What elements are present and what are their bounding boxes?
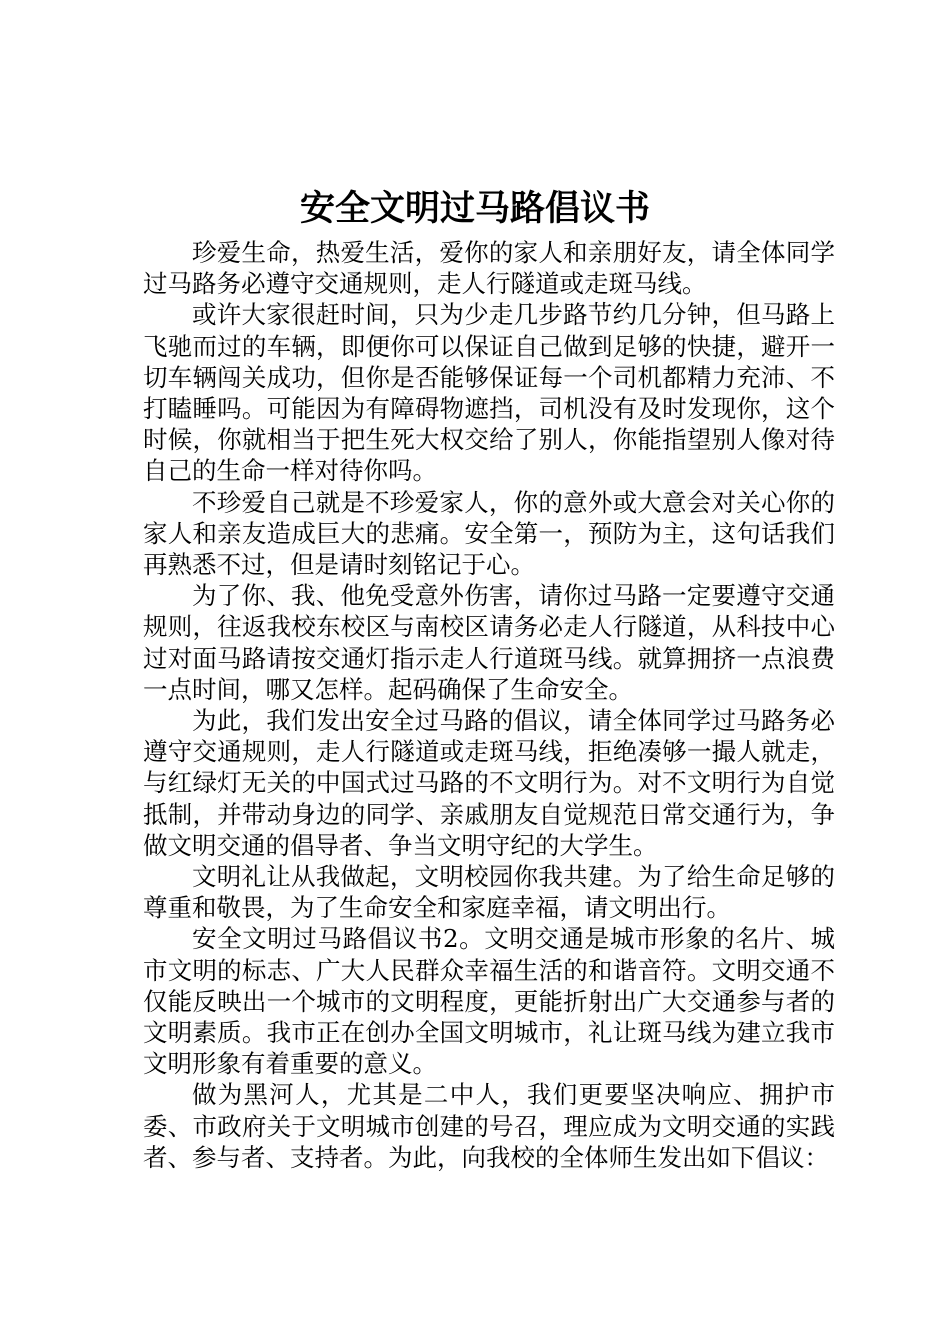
- paragraph-4: 为了你、我、他免受意外伤害，请你过马路一定要遵守交通规则，往返我校东校区与南校区请务必走人行隧道，从科技中心过对面马路请按交通灯指示走人行道斑马线。就算拥挤一点浪费一点时间，哪又怎样。起码确保了生命安全。: [143, 581, 835, 704]
- document-body: [143, 237, 835, 1173]
- paragraph-3: 不珍爱自己就是不珍爱家人，你的意外或大意会对关心你的家人和亲友造成巨大的悲痛。安全第一，预防为主，这句话我们再熟悉不过，但是请时刻铭记于心。: [143, 487, 835, 580]
- paragraph-7: 安全文明过马路倡议书2。文明交通是城市形象的名片、城市文明的标志、广大人民群众幸福生活的和谐音符。文明交通不仅能反映出一个城市的文明程度，更能折射出广大交通参与者的文明素质。我市正在创办全国文明城市，礼让斑马线为建立我市文明形象有着重要的意义。: [143, 924, 835, 1079]
- paragraph-2: 或许大家很赶时间，只为少走几步路节约几分钟，但马路上飞驰而过的车辆，即便你可以保证自己做到足够的快捷，避开一切车辆闯关成功，但你是否能够保证每一个司机都精力充沛、不打瞌睡吗。可能因为有障碍物遮挡，司机没有及时发现你，这个时候，你就相当于把生死大权交给了别人，你能指望别人像对待自己的生命一样对待你吗。: [143, 300, 835, 486]
- document-title: 安全文明过马路倡议书: [299, 189, 650, 229]
- paragraph-8: 做为黑河人，尤其是二中人，我们更要坚决响应、拥护市委、市政府关于文明城市创建的号召，理应成为文明交通的实践者、参与者、支持者。为此，向我校的全体师生发出如下倡议：: [143, 1080, 835, 1172]
- paragraph-5: 为此，我们发出安全过马路的倡议，请全体同学过马路务必遵守交通规则，走人行隧道或走斑马线，拒绝凑够一撮人就走，与红绿灯无关的中国式过马路的不文明行为。对不文明行为自觉抵制，并带动身边的同学、亲戚朋友自觉规范日常交通行为，争做文明交通的倡导者、争当文明守纪的大学生。: [143, 706, 835, 860]
- paragraph-6: 文明礼让从我做起，文明校园你我共建。为了给生命足够的尊重和敬畏，为了生命安全和家庭幸福，请文明出行。: [143, 862, 835, 923]
- paragraph-1: 珍爱生命，热爱生活，爱你的家人和亲朋好友，请全体同学过马路务必遵守交通规则，走人行隧道或走斑马线。: [143, 238, 835, 299]
